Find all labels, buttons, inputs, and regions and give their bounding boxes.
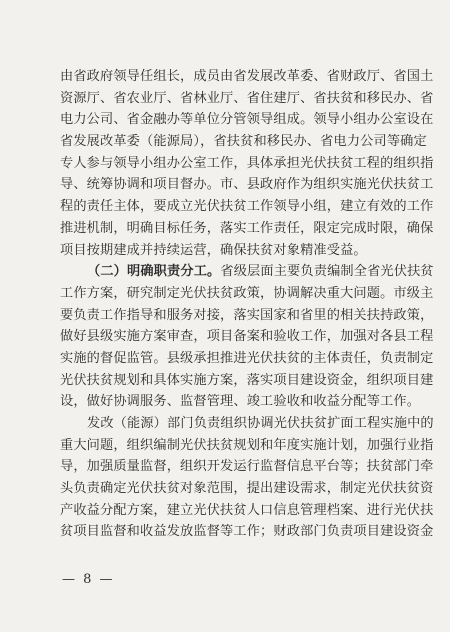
text-line: 电力公司、省金融办等单位分管领导组成。领导小组办公室设在	[60, 112, 434, 128]
text-line: 专人参与领导小组办公室工作，具体承担光伏扶贫工程的组织指	[60, 155, 434, 171]
section-2-first-line-text: 省级层面主要负责编制全省光伏扶贫	[220, 264, 434, 280]
text-line: 头负责确定光伏扶贫对象范围，提出建设需求，制定光伏扶贫资	[60, 481, 434, 497]
text-line: 设，做好协调服务、监督管理、竣工验收和收益分配等工作。	[60, 394, 421, 410]
text-line: 产收益分配方案，建立光伏扶贫人口信息管理档案、进行光伏扶	[60, 502, 434, 518]
text-line: 做好县级实施方案审查，项目备案和验收工作，加强对各县工程	[60, 329, 434, 345]
text-line: 省发展改革委（能源局），省扶贫和移民办、省电力公司等确定	[60, 134, 427, 150]
text-line: 项目按期建成并持续运营，确保扶贫对象精准受益。	[60, 242, 367, 258]
text-line: 实施的督促监管。县级承担推进光伏扶贫的主体责任，负责制定	[60, 350, 434, 366]
text-line: 导、统筹协调和项目督办。市、县政府作为组织实施光伏扶贫工	[60, 177, 434, 193]
document-body	[60, 66, 434, 543]
text-line: 重大问题，组织编制光伏扶贫规划和年度实施计划，加强行业指	[60, 437, 434, 453]
text-line: 由省政府领导任组长，成员由省发展改革委、省财政厅、省国土	[60, 69, 434, 84]
text-line: 工作方案，研究制定光伏扶贫政策，协调解决重大问题。市级主	[60, 285, 434, 301]
section-2-first-line	[60, 261, 434, 283]
text-line: 推进机制，明确目标任务，落实工作责任，限定完成时限，确保	[60, 220, 434, 236]
page-number: — 8 —	[62, 572, 115, 587]
text-line: 导，加强质量监督，组织开发运行监督信息平台等；扶贫部门牵	[60, 459, 434, 475]
section-3-first-line: 发改（能源）部门负责组织协调光伏扶贫扩面工程实施中的	[87, 416, 434, 431]
text-line: 光伏扶贫规划和具体实施方案，落实项目建设资金，组织项目建	[60, 372, 434, 388]
text-line: 要负责工作指导和服务对接，落实国家和省里的相关扶持政策，	[60, 307, 434, 323]
text-line: 程的责任主体，要成立光伏扶贫工作领导小组，建立有效的工作	[60, 199, 434, 215]
text-line: 贫项目监督和收益发放监督等工作；财政部门负责项目建设资金	[60, 524, 434, 540]
text-line: 资源厅、省农业厅、省林业厅、省住建厅、省扶贫和移民办、省	[60, 90, 434, 106]
section-2-heading: （二）明确职责分工。	[87, 264, 221, 280]
